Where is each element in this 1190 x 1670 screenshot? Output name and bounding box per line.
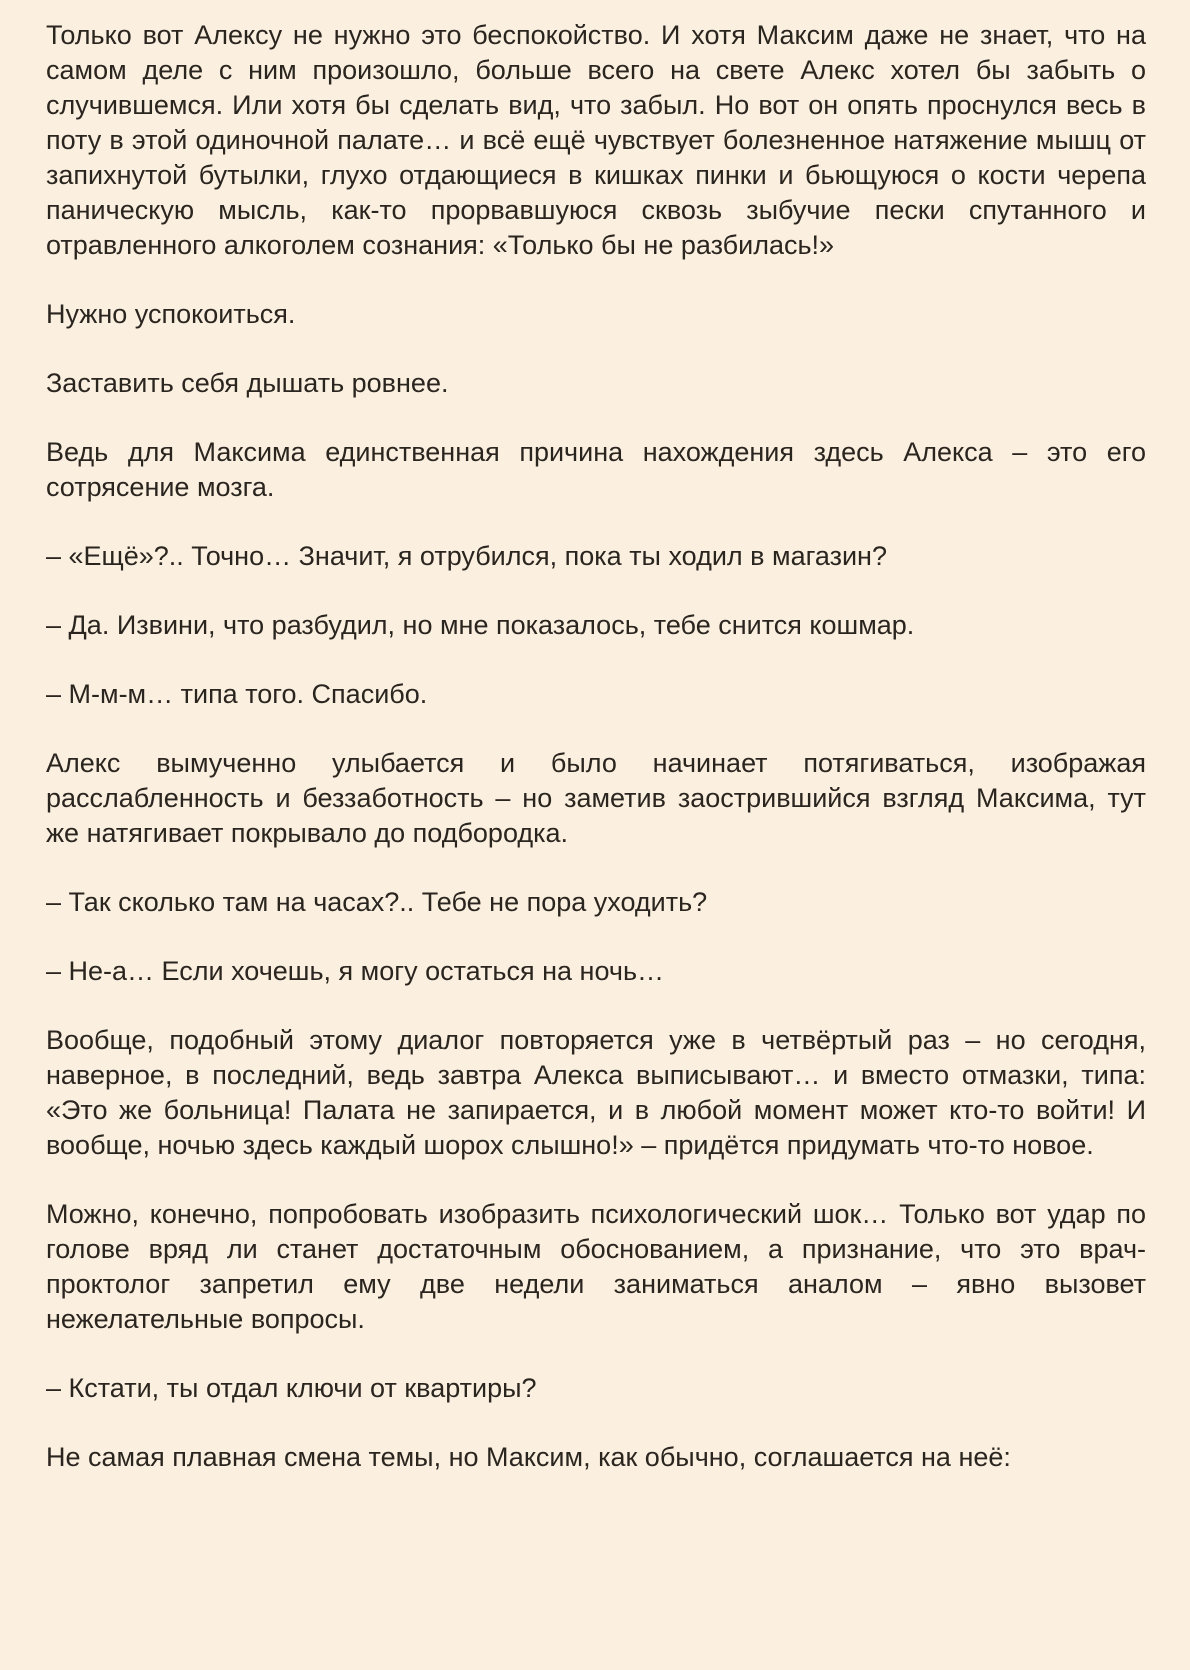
dialog-line-3: – М-м-м… типа того. Спасибо. (46, 679, 428, 709)
paragraph-5: Алекс вымученно улыбается и было начинает потягиваться, изображая расслабленность и беззаботность – но заметив заострившийся взгляд Максима, тут же натягивает покрывало до подбородка. (46, 748, 1146, 848)
dialog-line-6: – Кстати, ты отдал ключи от квартиры? (46, 1373, 537, 1403)
paragraph-1: Только вот Алексу не нужно это беспокойство. И хотя Максим даже не знает, что на самом деле с ним произошло, больше всего на свете Алекс хотел бы забыть о случившемся. Или хотя бы сделать вид, что забыл. Но вот он опять проснулся весь в поту в этой одиночной палате… и всё ещё чувствует болезненное натяжение мышц от запихнутой бутылки, глухо отдающиеся в кишках пинки и бьющуюся о кости черепа паническую мысль, как-то прорвавшуюся сквозь зыбучие пески спутанного и отравленного алкоголем сознания: «Только бы не разбилась!» (46, 20, 1146, 260)
dialog-line-2: – Да. Извини, что разбудил, но мне показалось, тебе снится кошмар. (46, 610, 915, 640)
dialog-line-1: – «Ещё»?.. Точно… Значит, я отрубился, пока ты ходил в магазин? (46, 541, 887, 571)
paragraph-7: Можно, конечно, попробовать изобразить психологический шок… Только вот удар по голове вряд ли станет достаточным обоснованием, а признание, что это врач-проктолог запретил ему две недели заниматься аналом – явно вызовет нежелательные вопросы. (46, 1199, 1146, 1334)
paragraph-8: Не самая плавная смена темы, но Максим, как обычно, соглашается на неё: (46, 1442, 1011, 1472)
paragraph-2: Нужно успокоиться. (46, 299, 296, 329)
dialog-line-5: – Не-а… Если хочешь, я могу остаться на ночь… (46, 956, 665, 986)
dialog-line-4: – Так сколько там на часах?.. Тебе не пора уходить? (46, 887, 708, 917)
paragraph-6: Вообще, подобный этому диалог повторяется уже в четвёртый раз – но сегодня, наверное, в последний, ведь завтра Алекса выписывают… и вместо отмазки, типа: «Это же больница! Палата не запирается, и в любой момент может кто-то войти! И вообще, ночью здесь каждый шорох слышно!» – придётся придумать что-то новое. (46, 1025, 1146, 1160)
paragraph-3: Заставить себя дышать ровнее. (46, 368, 449, 398)
paragraph-4: Ведь для Максима единственная причина нахождения здесь Алекса – это его сотрясение мозга. (46, 437, 1146, 502)
